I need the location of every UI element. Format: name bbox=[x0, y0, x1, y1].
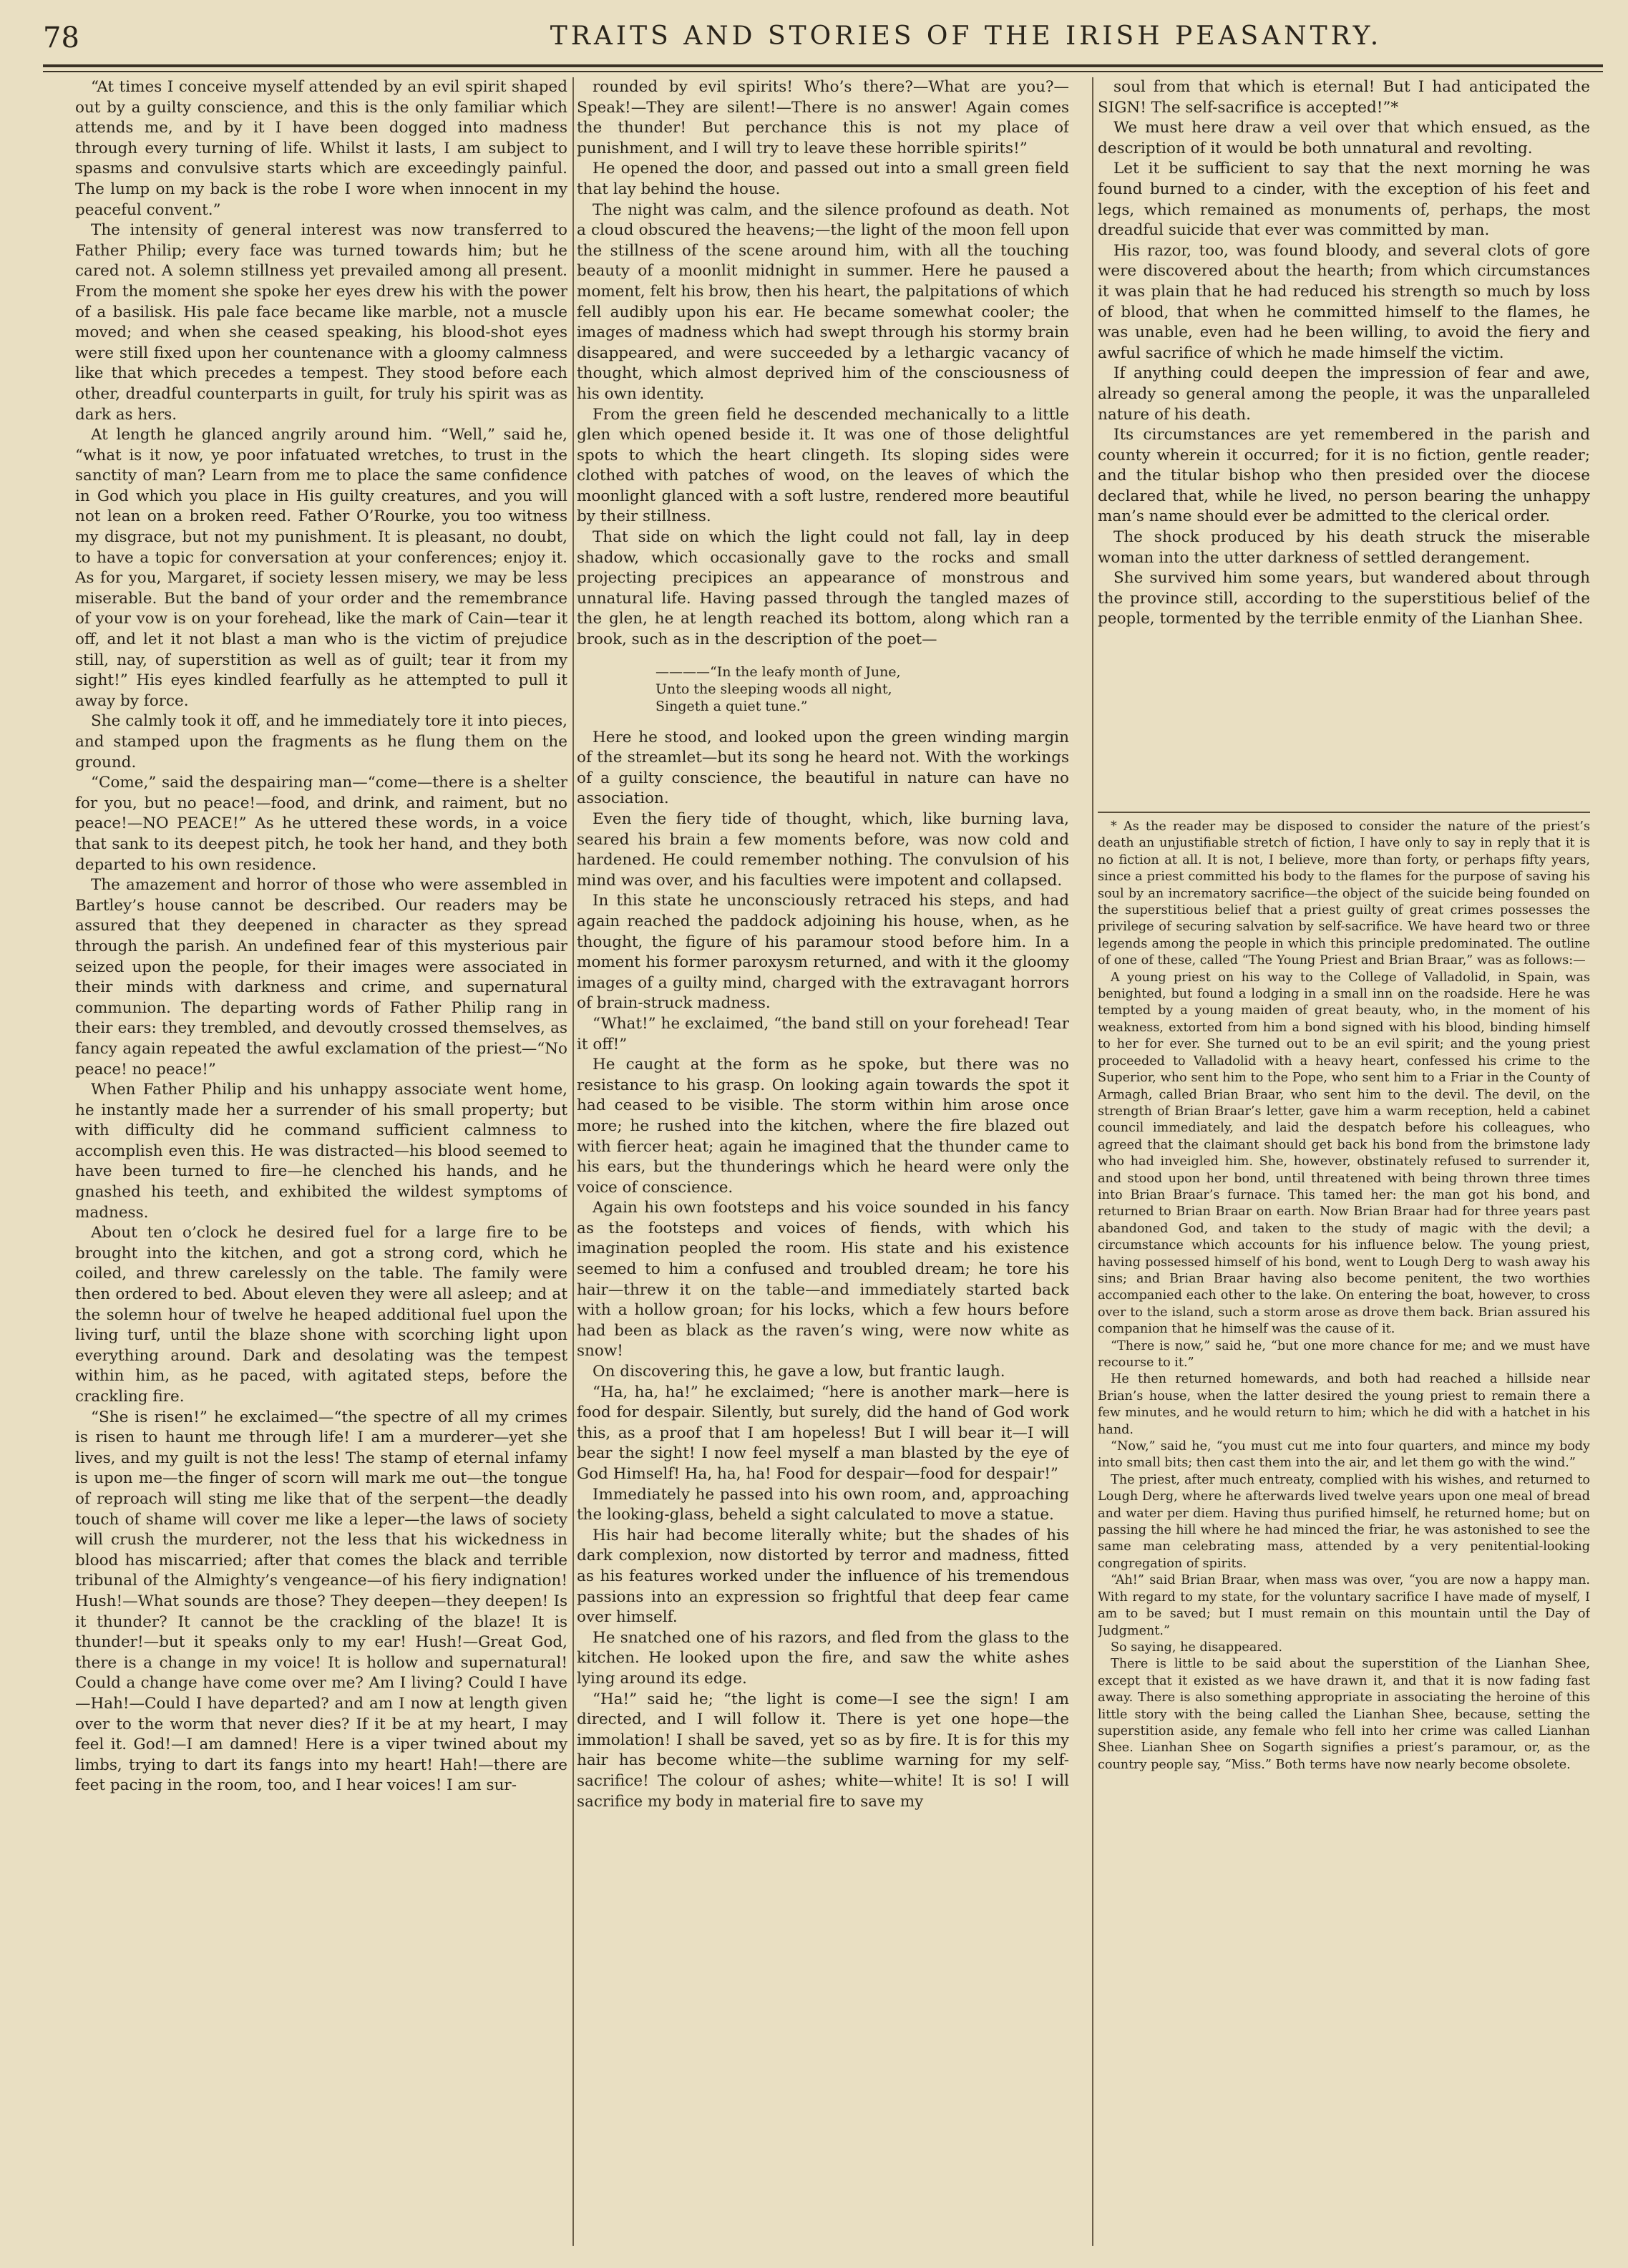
verse-quotation bbox=[655, 663, 1069, 715]
paragraph: The night was calm, and the silence profound as death. Not a cloud obscured the heavens;—the light of the moon fell upon the stillness of the scene around him, with all the touching beauty of a moonlit midnight in summer. Here he paused a moment, felt his brow, then his heart, the palpitations of which fell audibly upon his ear. He became somewhat cooler; the images of madness which had swept through his stormy brain disappeared, and were succeeded by a lethargic vacancy of thought, which almost deprived him of the consciousness of his own identity. bbox=[577, 200, 1069, 403]
footnote bbox=[1098, 819, 1590, 1773]
paragraph: “Ha, ha, ha!” he exclaimed; “here is another mark—here is food for despair. Silently, but surely, did the hand of God work this, as a proof that I am hopeless! But I will bear it—I will bear the sight! I now feel myself a man blasted by the eye of God Himself! Ha, ha, ha! Food for despair—food for despair!” bbox=[577, 1383, 1069, 1483]
footnote-rule bbox=[1098, 812, 1590, 813]
header-rule-thin bbox=[43, 71, 1603, 72]
paragraph: Even the fiery tide of thought, which, like burning lava, seared his brain a few moments before, was now cold and hardened. He could remember nothing. The convulsion of his mind was over, and his faculties were impotent and collapsed. bbox=[577, 810, 1069, 890]
paragraph: She calmly took it off, and he immediately tore it into pieces, and stamped upon the fragments as he flung them on the ground. bbox=[75, 712, 567, 772]
paragraph: We must here draw a veil over that which ensued, as the description of it would be both unnatural and revolting. bbox=[1098, 119, 1590, 157]
paragraph: If anything could deepen the impression of fear and awe, already so general among the people, it was the unparalleled nature of his death. bbox=[1098, 364, 1590, 424]
paragraph: From the green field he descended mechanically to a little glen which opened beside it. It was one of those delightful spots to which the heart clingeth. Its sloping sides were clothed with patches of wood, on the leaves of which the moonlight glanced with a soft lustre, rendered more beautiful by their stillness. bbox=[577, 405, 1069, 526]
footnote-paragraph: A young priest on his way to the College of Valladolid, in Spain, was benighted, but found a lodging in a small inn on the roadside. Here he was tempted by a young maiden of great beauty, who, in the moment of his weakness, extorted from him a bond signed with his blood, binding himself to her for ever. She turned out to be an evil spirit; and the young priest proceeded to Valladolid with a heavy heart, confessed his crime to the Superior, who sent him to the Pope, who sent him to a Friar in the County of Armagh, called Brian Braar, who sent him to the devil. The devil, on the strength of Brian Braar’s letter, gave him a warm reception, held a cabinet council immediately, and laid the despatch before his colleagues, who agreed that the claimant should get back his bond from the brimstone lady who had inveigled him. She, however, obstinately refused to surrender it, and stood upon her bond, until threatened with being thrown three times into Brian Braar’s furnace. This tamed her: the man got his bond, and returned to Brian Braar on earth. Now Brian Braar had for three years past abandoned God, and taken to the study of magic with the devil; a circumstance which accounts for his influence below. The young priest, having possessed himself of his bond, went to Lough Derg to wash away his sins; and Brian Braar having also become penitent, the two worthies accompanied each other to the lake. On entering the boat, however, to cross over to the island, such a storm arose as drove them back. Brian assured his companion that he himself was the cause of it. bbox=[1098, 970, 1590, 1337]
footnote-paragraph: There is little to be said about the superstition of the Lianhan Shee, except that it existed as we have drawn it, and that it is now fading fast away. There is also something appropriate in associating the heroine of this little story with the being called the Lianhan Shee, because, setting the superstition aside, any female who fell into her crime was called Lianhan Shee. Lianhan Shee on Sogarth signifies a priest’s paramour, or, as the country people say, “Miss.” Both terms have now nearly become obsolete. bbox=[1098, 1657, 1590, 1772]
column-3-body bbox=[1098, 77, 1590, 807]
paragraph: “She is risen!” he exclaimed—“the spectre of all my crimes is risen to haunt me through life! I am a murderer—yet she lives, and my guilt is not the less! The stamp of eternal infamy is upon me—the finger of scorn will mark me out—the tongue of reproach will sting me like that of the serpent—the deadly touch of shame will cover me like a leper—the laws of society will crush the murderer, not the less that his wickedness in blood has miscarried; after that comes the black and terrible tribunal of the Almighty’s vengeance—of his fiery indignation! Hush!—What sounds are those? They deepen—they deepen! Is it thunder? It cannot be the crackling of the blaze! It is thunder!—but it speaks only to my ear! Hush!—Great God, there is a change in my voice! It is hollow and supernatural! Could a change have come over me? Am I living? Could I have—Hah!—Could I have departed? and am I now at length given over to the worm that never dies? If it be at my heart, I may feel it. God!—I am damned! Here is a viper twined about my limbs, trying to dart its fangs into my heart! Hah!—there are feet pacing in the room, too, and I hear voices! I am sur- bbox=[75, 1408, 567, 1795]
column-1 bbox=[75, 77, 567, 2246]
paragraph: Its circumstances are yet remembered in the parish and county wherein it occurred; for it is no fiction, gentle reader; and the titular bishop who then presided over the diocese declared that, while he lived, no person bearing the unhappy man’s name should ever be admitted to the clerical order. bbox=[1098, 426, 1590, 526]
paragraph: He caught at the form as he spoke, but there was no resistance to his grasp. On looking again towards the spot it had ceased to be visible. The storm within him arose once more; he rushed into the kitchen, where the fire blazed out with fiercer heat; again he imagined that the thunder came to his ears, but the thunderings which he heard were only the voice of conscience. bbox=[577, 1056, 1069, 1197]
paragraph: The intensity of general interest was now transferred to Father Philip; every face was turned towards him; but he cared not. A solemn stillness yet prevailed among all present. From the moment she spoke her eyes drew his with the power of a basilisk. His pale face became like marble, not a muscle moved; and when she ceased speaking, his blood-shot eyes were still fixed upon her countenance with a gloomy calmness like that which precedes a tempest. They stood before each other, dreadful counterparts in guilt, for truly his spirit was as dark as hers. bbox=[75, 221, 567, 424]
footnote-paragraph: The priest, after much entreaty, complied with his wishes, and returned to Lough Derg, where he afterwards lived twelve years upon one meal of bread and water per diem. Having thus purified himself, he returned home; but on passing the hill where he had minced the friar, he was astonished to see the same man celebrating mass, attended by a very penitential-looking congregation of spirits. bbox=[1098, 1472, 1590, 1571]
paragraph: soul from that which is eternal! But I had anticipated the SIGN! The self-sacrifice is accepted!”* bbox=[1098, 78, 1590, 117]
paragraph: Let it be sufficient to say that the next morning he was found burned to a cinder, with the exception of his feet and legs, which remained as monuments of, perhaps, the most dreadful suicide that ever was committed by man. bbox=[1098, 160, 1590, 240]
footnote-paragraph: “Now,” said he, “you must cut me into four quarters, and mince my body into small bits; then cast them into the air, and let them go with the wind.” bbox=[1098, 1439, 1590, 1471]
paragraph: She survived him some years, but wandered about through the province still, according to the superstitious belief of the people, tormented by the terrible enmity of the Lianhan Shee. bbox=[1098, 569, 1590, 628]
column-divider bbox=[572, 77, 574, 2246]
paragraph: Again his own footsteps and his voice sounded in his fancy as the footsteps and voices of fiends, with which his imagination peopled the room. His state and his existence seemed to him a confused and troubled dream; he tore his hair—threw it on the table—and immediately started back with a hollow groan; for his locks, which a few hours before had been as black as the raven’s wing, were now white as snow! bbox=[577, 1199, 1069, 1361]
paragraph: The shock produced by his death struck the miserable woman into the utter darkness of settled derangement. bbox=[1098, 528, 1590, 567]
footnote-paragraph: * As the reader may be disposed to consider the nature of the priest’s death an unjustifiable stretch of fiction, I have only to say in reply that it is no fiction at all. It is not, I believe, more than forty, or perhaps fifty years, since a priest committed his body to the flames for the purpose of saving his soul by an incrematory sacrifice—the object of the suicide being founded on the superstitious belief that a priest guilty of great crimes possesses the privilege of securing salvation by self-sacrifice. We have heard two or three legends among the people in which this principle predominated. The outline of one of these, called “The Young Priest and Brian Braar,” was as follows:— bbox=[1098, 819, 1590, 968]
footnote-paragraph: “There is now,” said he, “but one more chance for me; and we must have recourse to it.” bbox=[1098, 1338, 1590, 1370]
column-divider bbox=[1092, 77, 1093, 2246]
column-3 bbox=[1098, 77, 1590, 2246]
paragraph: “At times I conceive myself attended by an evil spirit shaped out by a guilty conscience, and this is the only familiar which attends me, and by it I have been dogged into madness through every turning of life. Whilst it lasts, I am subject to spasms and convulsive starts which are exceedingly painful. The lump on my back is the robe I wore when innocent in my peaceful convent.” bbox=[75, 78, 567, 219]
footnote-paragraph: “Ah!” said Brian Braar, when mass was over, “you are now a happy man. With regard to my state, for the voluntary sacrifice I have made of myself, I am to be saved; but I must remain on this mountain until the Day of Judgment.” bbox=[1098, 1573, 1590, 1638]
paragraph: He snatched one of his razors, and fled from the glass to the kitchen. He looked upon the fire, and saw the white ashes lying around its edge. bbox=[577, 1628, 1069, 1688]
page-number: 78 bbox=[43, 21, 79, 54]
verse-line: Unto the sleeping woods all night, bbox=[655, 681, 892, 697]
verse-line: ————“In the leafy month of June, bbox=[655, 663, 901, 680]
running-title: TRAITS AND STORIES OF THE IRISH PEASANTRY. bbox=[550, 21, 1383, 51]
paragraph: “Come,” said the despairing man—“come—there is a shelter for you, but no peace!—food, and drink, and raiment, but no peace!—NO PEACE!” As he uttered these words, in a voice that sank to its deepest pitch, he took her hand, and they both departed to his own residence. bbox=[75, 774, 567, 874]
paragraph: The amazement and horror of those who were assembled in Bartley’s house cannot be described. Our readers may be assured that they deepened in character as they spread through the parish. An undefined fear of this mysterious pair seized upon the people, for their images were associated in their minds with darkness and crime, and supernatural communion. The departing words of Father Philip rang in their ears: they trembled, and devoutly crossed themselves, as fancy again repeated the awful exclamation of the priest—“No peace! no peace!” bbox=[75, 876, 567, 1079]
paragraph: rounded by evil spirits! Who’s there?—What are you?—Speak!—They are silent!—There is no answer! Again comes the thunder! But perchance this is not my place of punishment, and I will try to leave these horrible spirits!” bbox=[577, 78, 1069, 157]
paragraph: “Ha!” said he; “the light is come—I see the sign! I am directed, and I will follow it. There is yet one hope—the immolation! I shall be saved, yet so as by fire. It is for this my hair has become white—the sublime warning for my self-sacrifice! The colour of ashes; white—white! It is so! I will sacrifice my body in material fire to save my bbox=[577, 1690, 1069, 1811]
paragraph: Immediately he passed into his own room, and, approaching the looking-glass, beheld a sight calculated to move a statue. bbox=[577, 1485, 1069, 1524]
paragraph: At length he glanced angrily around him. “Well,” said he, “what is it now, ye poor infatuated wretches, to trust in the sanctity of man? Learn from me to place the same confidence in God which you place in His guilty creatures, and you will not lean on a broken reed. Father O’Rourke, you too witness my disgrace, but not my punishment. It is pleasant, no doubt, to have a topic for conversation at your conferences; enjoy it. As for you, Margaret, if society lessen misery, we may be less miserable. But the band of your order and the remembrance of your vow is on your forehead, like the mark of Cain—tear it off, and let it not blast a man who is the victim of prejudice still, nay, of superstition as well as of guilt; tear it from my sight!” His eyes kindled fearfully as he attempted to pull it away by force. bbox=[75, 426, 567, 710]
paragraph: “What!” he exclaimed, “the band still on your forehead! Tear it off!” bbox=[577, 1014, 1069, 1053]
header-rule bbox=[43, 64, 1603, 67]
paragraph: Here he stood, and looked upon the green winding margin of the streamlet—but its song he heard not. With the workings of a guilty conscience, the beautiful in nature can have no association. bbox=[577, 728, 1069, 808]
footnote-paragraph: He then returned homewards, and both had reached a hillside near Brian’s house, when the latter desired the young priest to remain there a few minutes, and he would return to him; which he did with a hatchet in his hand. bbox=[1098, 1372, 1590, 1437]
paragraph: That side on which the light could not fall, lay in deep shadow, which occasionally gave to the rocks and small projecting precipices an appearance of monstrous and unnatural life. Having passed through the tangled mazes of the glen, he at length reached its bottom, along which ran a brook, such as in the description of the poet— bbox=[577, 528, 1069, 649]
verse-line: Singeth a quiet tune.” bbox=[655, 698, 808, 714]
paragraph: About ten o’clock he desired fuel for a large fire to be brought into the kitchen, and got a strong cord, which he coiled, and threw carelessly on the table. The family were then ordered to bed. About eleven they were all asleep; and at the solemn hour of twelve he heaped additional fuel upon the living turf, until the blaze shone with scorching light upon everything around. Dark and desolating was the tempest within him, as he paced, with agitated steps, before the crackling fire. bbox=[75, 1224, 567, 1406]
footnote-paragraph: So saying, he disappeared. bbox=[1111, 1640, 1282, 1655]
paragraph: His hair had become literally white; but the shades of his dark complexion, now distorted by terror and madness, fitted as his features worked under the influence of his tremendous passions into an expression so frightful that deep fear came over himself. bbox=[577, 1526, 1069, 1627]
paragraph: In this state he unconsciously retraced his steps, and had again reached the paddock adjoining his house, when, as he thought, the figure of his paramour stood before him. In a moment his former paroxysm returned, and with it the gloomy images of a guilty mind, charged with the extravagant horrors of brain-struck madness. bbox=[577, 892, 1069, 1013]
paragraph: His razor, too, was found bloody, and several clots of gore were discovered about the hearth; from which circumstances it was plain that he had reduced his strength so much by loss of blood, that when he committed himself to the flames, he was unable, even had he been willing, to avoid the fiery and awful sacrifice of which he made himself the victim. bbox=[1098, 241, 1590, 362]
paragraph: When Father Philip and his unhappy associate went home, he instantly made her a surrender of his small property; but with difficulty did he command sufficient calmness to accomplish even this. He was distracted—his blood seemed to have been turned to fire—he clenched his hands, and he gnashed his teeth, and exhibited the wildest symptoms of madness. bbox=[75, 1081, 567, 1222]
column-2 bbox=[577, 77, 1069, 2246]
paragraph: He opened the door, and passed out into a small green field that lay behind the house. bbox=[577, 160, 1069, 198]
paragraph: On discovering this, he gave a low, but frantic laugh. bbox=[593, 1363, 1005, 1381]
